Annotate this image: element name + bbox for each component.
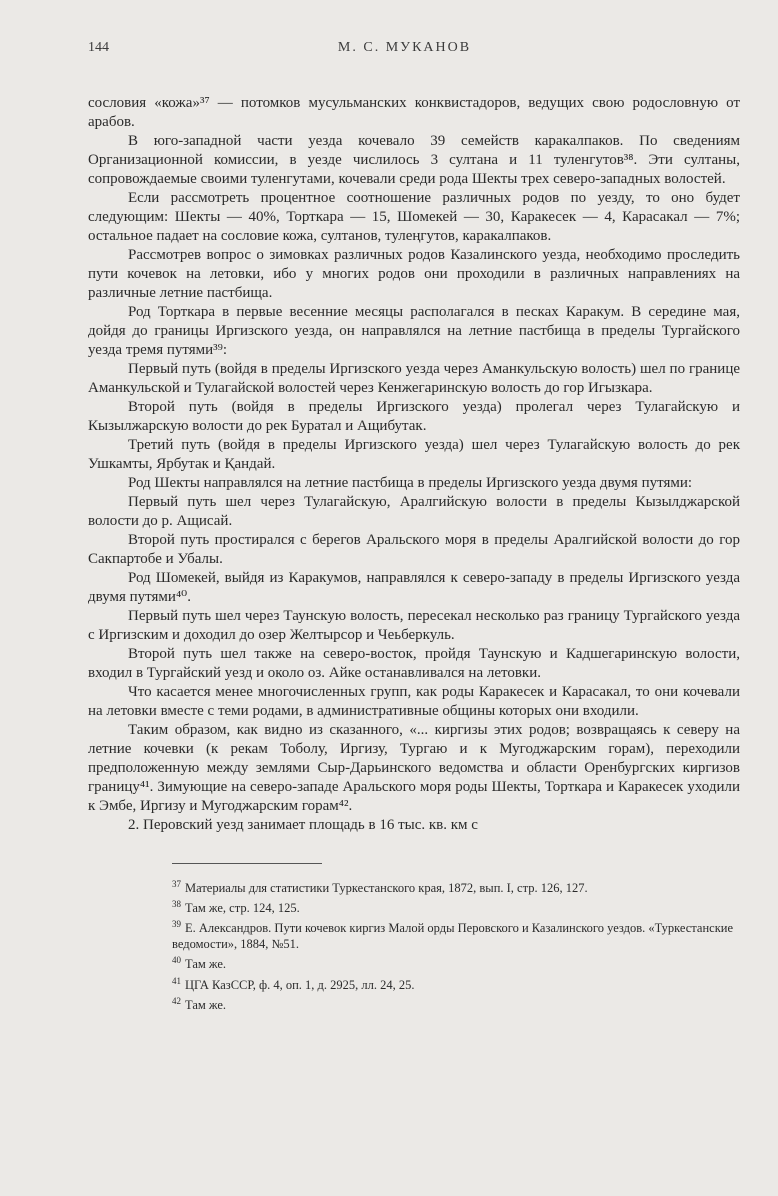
paragraph: Что касается менее многочисленных групп, как роды Каракесек и Карасакал, то они кочевали на летовки вместе с теми родами, в административные общины которых они входили. <box>88 684 740 719</box>
footnote-number: 39 <box>172 919 181 930</box>
paragraph: Род Шомекей, выйдя из Каракумов, направлялся к северо-западу в пределы Иргизского уезда двумя путями⁴⁰. <box>88 570 740 605</box>
footnote-number: 38 <box>172 899 181 910</box>
footnote-text: Там же, стр. 124, 125. <box>185 901 300 916</box>
footnote-number: 42 <box>172 995 181 1006</box>
page-number: 144 <box>88 40 109 55</box>
paragraph: Второй путь (войдя в пределы Иргизского уезда) пролегал через Тулагайскую и Кызылжарскую волости до рек Буратал и Ащибутак. <box>88 399 740 434</box>
paragraph: Род Торткара в первые весенние месяцы располагался в песках Каракум. В середине мая, дойдя до границы Иргизского уезда, он направлялся на летние пастбища в пределы Тургайского уезда тремя путями³⁹: <box>88 304 740 358</box>
paragraph: Род Шекты направлялся на летние пастбища в пределы Иргизского уезда двумя путями: <box>128 475 693 491</box>
paragraph: Третий путь (войдя в пределы Иргизского уезда) шел через Тулагайскую волость до рек Ушкамты, Ярбутак и Қандай. <box>88 437 740 472</box>
footnote <box>88 952 740 972</box>
footnote-text: Е. Александров. Пути кочевок киргиз Малой орды Перовского и Казалинского уездов. «Туркестанские ведомости», 1884, №51. <box>172 921 734 952</box>
footnote <box>88 973 740 993</box>
paragraph: Если рассмотреть процентное соотношение различных родов по уезду, то оно будет следующим: Шекты — 40%, Торткара — 15, Шомекей — 30, Каракесек — 4, Карасакал — 7%; остальное падает на сословие кожа, султанов, тулеңгутов, каракалпаков. <box>88 190 740 244</box>
paragraph: В юго-западной части уезда кочевало 39 семейств каракалпаков. По сведениям Организационной комиссии, в уезде числилось 3 султана и 11 туленгутов³⁸. Эти султаны, сопровождаемые своими туленгутами, кочевали среди рода Шекты трех северо-западных волостей. <box>88 133 740 187</box>
footnote-number: 41 <box>172 975 181 986</box>
paragraph: Второй путь простирался с берегов Аральского моря в пределы Аралгийской волости до гор Сакпартобе и Убалы. <box>88 532 740 567</box>
footnote-divider <box>172 863 322 864</box>
paragraph: сословия «кожа»³⁷ — потомков мусульманских конквистадоров, ведущих свою родословную от арабов. <box>88 95 740 130</box>
footnote-text: ЦГА КазССР, ф. 4, оп. 1, д. 2925, лл. 24, 25. <box>185 977 415 992</box>
paragraph: Рассмотрев вопрос о зимовках различных родов Казалинского уезда, необходимо проследить пути кочевок на летовки, ибо у многих родов они проходили в различных направлениях на различные летние пастбища. <box>88 247 740 301</box>
footnote <box>88 896 740 916</box>
footnote-number: 37 <box>172 879 181 889</box>
footnote-text: Там же. <box>185 957 227 972</box>
book-page <box>88 40 740 1013</box>
running-title: М. С. МУКАНОВ <box>337 40 472 55</box>
paragraph: 2. Перовский уезд занимает площадь в 16 тыс. кв. км с <box>128 817 478 833</box>
paragraph: Таким образом, как видно из сказанного, «... киргизы этих родов; возвращаясь к северу на летние кочевки (к рекам Тоболу, Иргизу, Тургаю и к Мугоджарским горам), переходили предположенную между землями Сыр-Дарьинского ведомства и области Оренбургских киргизов границу⁴¹. Зимующие на северо-западе Аральского моря роды Шекты, Торткара и Каракесек уходили к Эмбе, Иргизу и Мугоджарским горам⁴². <box>88 722 740 814</box>
footnote <box>88 916 740 952</box>
footnotes <box>88 876 740 1013</box>
paragraph: Первый путь шел через Таунскую волость, пересекал несколько раз границу Тургайского уезда с Иргизским и доходил до озер Желтырсор и Чеьберкуль. <box>88 608 740 643</box>
running-header <box>88 40 740 64</box>
paragraph: Первый путь шел через Тулагайскую, Аралгийскую волости в пределы Кызылджарской волости до р. Ащисай. <box>88 494 740 529</box>
paragraph: Первый путь (войдя в пределы Иргизского уезда через Аманкульскую волость) шел по границе Аманкульской и Тулагайской волостей через Кенжегаринскую волость до гор Игызкара. <box>88 361 740 396</box>
paragraph: Второй путь шел также на северо-восток, пройдя Таунскую и Кадшегаринскую волости, входил в Тургайский уезд и около оз. Айке останавливался на летовки. <box>88 646 740 681</box>
footnote <box>88 993 740 1013</box>
footnote-text: Там же. <box>185 997 227 1012</box>
footnote <box>88 876 740 896</box>
footnote-text: Материалы для статистики Туркестанского края, 1872, вып. I, стр. 126, 127. <box>185 881 588 896</box>
footnote-number: 40 <box>172 955 181 966</box>
main-text <box>88 94 740 835</box>
